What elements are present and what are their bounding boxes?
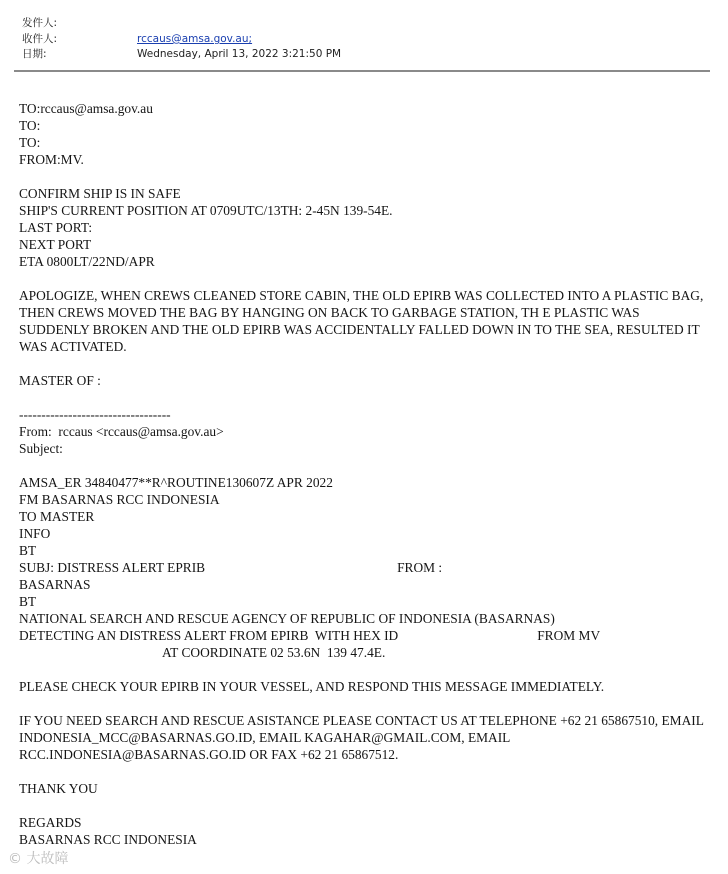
master-signature: MASTER OF : [19, 373, 101, 388]
quoted-line-subj [19, 559, 709, 576]
to-label: 收件人: [22, 33, 58, 45]
to-line-2: TO: [19, 118, 41, 133]
quoted-line-basarnas: BASARNAS [19, 577, 91, 592]
watermark-logo: © 大故障 [8, 851, 69, 867]
date-label: 日期: [22, 48, 47, 60]
subj-text: SUBJ: DISTRESS ALERT EPRIB [19, 560, 206, 575]
to-address-link[interactable]: rccaus@amsa.gov.au; [137, 33, 253, 45]
quoted-line-signature: BASARNAS RCC INDONESIA [19, 832, 197, 847]
quoted-line-thank-you: THANK YOU [19, 781, 98, 796]
quoted-from-line: From: rccaus <rccaus@amsa.gov.au> [19, 424, 224, 439]
quoted-contact-paragraph: IF YOU NEED SEARCH AND RESCUE ASISTANCE PLEASE CONTACT US AT TELEPHONE +62 21 65867510, EMAIL INDONESIA_MCC@BASARNAS.GO.ID, EMAIL KAGAHAR@GMAIL.COM, EMAIL RCC.INDONESIA@BASARNAS.GO.ID OR FAX +62 21 65867512. [19, 713, 704, 762]
watermark-text: 大故障 [26, 851, 69, 867]
to-line-3: TO: [19, 135, 41, 150]
quote-separator: ---------------------------------- [19, 407, 171, 422]
quoted-line-info: INFO [19, 526, 51, 541]
detecting-from-mv: FROM MV [537, 628, 601, 643]
date-value: Wednesday, April 13, 2022 3:21:50 PM [137, 48, 342, 60]
quoted-line-bt-1: BT [19, 543, 37, 558]
coordinate-text: AT COORDINATE 02 53.6N 139 47.4E. [162, 645, 386, 660]
body-line-confirm: CONFIRM SHIP IS IN SAFE [19, 186, 181, 201]
from-label: 发件人: [22, 17, 58, 29]
quoted-line-amsa: AMSA_ER 34840477**R^ROUTINE130607Z APR 2022 [19, 475, 333, 490]
quoted-line-bt-2: BT [19, 594, 37, 609]
quoted-line-regards: REGARDS [19, 815, 82, 830]
quoted-line-check-epirb: PLEASE CHECK YOUR EPIRB IN YOUR VESSEL, AND RESPOND THIS MESSAGE IMMEDIATELY. [19, 679, 605, 694]
header-divider [14, 70, 710, 72]
detecting-text: DETECTING AN DISTRESS ALERT FROM EPIRB WITH HEX ID [19, 628, 399, 643]
from-line: FROM:MV. [19, 152, 84, 167]
body-line-position: SHIP'S CURRENT POSITION AT 0709UTC/13TH: 2-45N 139-54E. [19, 203, 393, 218]
body-line-last-port: LAST PORT: [19, 220, 93, 235]
apology-paragraph: APOLOGIZE, WHEN CREWS CLEANED STORE CABIN, THE OLD EPIRB WAS COLLECTED INTO A PLASTIC BAG, THEN CREWS MOVED THE BAG BY HANGING ON BACK TO GARBAGE STATION, TH E PLASTIC WAS SUDDENLY BROKEN AND THE OLD EPIRB WAS ACCIDENTALLY FALLED DOWN IN TO THE SEA, RESULTED IT WAS ACTIVATED. [19, 288, 704, 354]
quoted-line-agency: NATIONAL SEARCH AND RESCUE AGENCY OF REPUBLIC OF INDONESIA (BASARNAS) [19, 611, 555, 626]
quoted-line-detecting [19, 627, 709, 644]
to-line-1: TO:rccaus@amsa.gov.au [19, 101, 153, 116]
quoted-line-to: TO MASTER [19, 509, 95, 524]
quoted-line-fm: FM BASARNAS RCC INDONESIA [19, 492, 220, 507]
quoted-subject-line: Subject: [19, 441, 63, 456]
body-line-eta: ETA 0800LT/22ND/APR [19, 254, 155, 269]
subj-from: FROM : [397, 560, 443, 575]
quoted-line-coordinate [19, 644, 709, 661]
body-line-next-port: NEXT PORT [19, 237, 92, 252]
email-body [19, 100, 709, 848]
